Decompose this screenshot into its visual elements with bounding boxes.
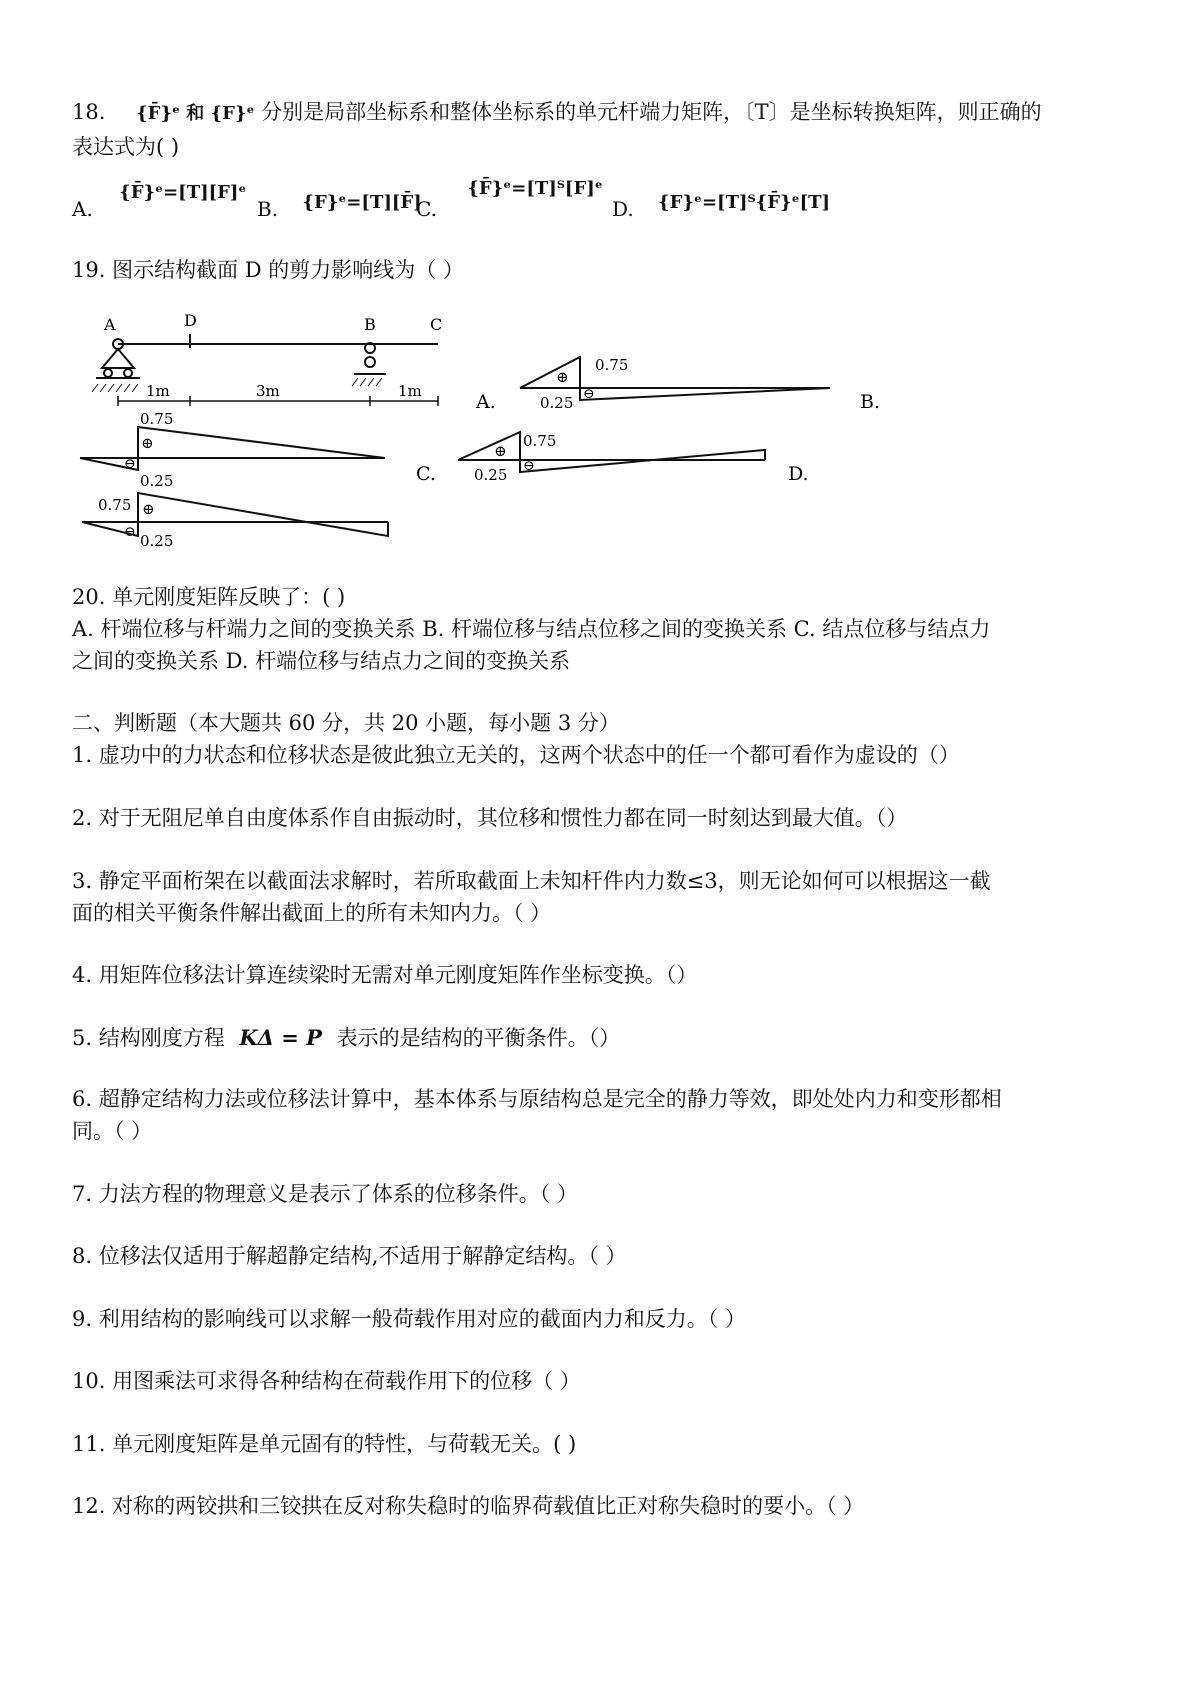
q20-text: 20. 单元刚度矩阵反映了：( ): [72, 585, 346, 609]
q18-line1: [72, 97, 1042, 129]
q19-d-plus-icon: ⊕: [142, 500, 155, 518]
q18-option-b: B. {F}ᵉ=[T][F̄]: [257, 192, 422, 221]
judge-item-9: 9. 利用结构的影响线可以求解一般荷载作用对应的截面内力和反力。（ ）: [72, 1307, 746, 1331]
stiffness-equation: KΔ = P: [239, 1025, 322, 1050]
judge-item-6: 6. 超静定结构力法或位移法计算中，基本体系与原结构总是完全的静力等效，即处处内力和变形都相: [72, 1087, 1002, 1111]
label-length-3: 1m: [398, 382, 422, 400]
q19-a-minus-icon: ⊖: [583, 386, 595, 402]
q19-a-value-bottom: 0.25: [540, 394, 574, 412]
judge-item-8: 8. 位移法仅适用于解超静定结构,不适用于解静定结构。（ ）: [72, 1244, 627, 1268]
q18-number: 18.: [72, 100, 106, 124]
q19-d-minus-icon: ⊖: [124, 524, 136, 540]
q18-option-c: C. {F̄}ᵉ=[T]ᵀ[F]ᵉ: [416, 178, 603, 221]
judge-item-11: 11. 单元刚度矩阵是单元固有的特性，与荷载无关。( ): [72, 1432, 577, 1456]
judge-item-1: 1. 虚功中的力状态和位移状态是彼此独立无关的，这两个状态中的任一个都可看作为虚设的（）: [72, 743, 960, 767]
judge-item-2: 2. 对于无阻尼单自由度体系作自由振动时，其位移和惯性力都在同一时刻达到最大值。（）: [72, 806, 908, 830]
q19-figure: [0, 300, 1191, 550]
q19-d-value-top: 0.75: [98, 496, 132, 514]
support-a-roller-1: [104, 369, 112, 377]
q18-option-d: D. {F}ᵉ=[T]ᵀ{F̄}ᵉ[T]: [612, 192, 831, 221]
q19-option-c-letter: C.: [416, 463, 436, 485]
q19-b-value-bottom: 0.25: [140, 472, 174, 490]
label-b: B: [364, 315, 376, 334]
q20-options-line2: 之间的变换关系 D. 杆端位移与结点力之间的变换关系: [72, 649, 571, 673]
q18-formula: {F̄}ᵉ 和 {F}ᵉ: [136, 103, 255, 124]
judge-item-10: 10. 用图乘法可求得各种结构在荷载作用下的位移（ ）: [72, 1369, 581, 1393]
q19-a-plus-icon: ⊕: [556, 368, 569, 386]
judge-item-3-line2: 面的相关平衡条件解出截面上的所有未知内力。（ ）: [72, 901, 552, 925]
judge-item-4: 4. 用矩阵位移法计算连续梁时无需对单元刚度矩阵作坐标变换。（）: [72, 963, 698, 987]
judge-item-6-line2: 同。（ ）: [72, 1119, 153, 1143]
q19-option-d-letter: D.: [788, 463, 809, 485]
support-b-link: [365, 357, 375, 367]
judge-item-3: 3. 静定平面桁架在以截面法求解时，若所取截面上未知杆件内力数≤3，则无论如何可以根据这一截: [72, 869, 991, 893]
q19-c-minus-icon: ⊖: [523, 458, 535, 474]
label-c: C: [430, 315, 443, 334]
support-a-triangle: [102, 349, 134, 368]
q19-text: 19. 图示结构截面 D 的剪力影响线为（ ）: [72, 258, 464, 282]
q20-options-line1: A. 杆端位移与杆端力之间的变换关系 B. 杆端位移与结点位移之间的变换关系 C. 结点位移与结点力: [72, 617, 991, 641]
label-a: A: [104, 315, 116, 334]
judge-item-12: 12. 对称的两铰拱和三铰拱在反对称失稳时的临界荷载值比正对称失稳时的要小。（ ）: [72, 1494, 865, 1518]
q19-c-plus-icon: ⊕: [494, 442, 507, 460]
q19-b-value-top: 0.75: [140, 410, 174, 428]
label-length-1: 1m: [146, 382, 170, 400]
q18-text-line2: 表达式为( ): [72, 135, 180, 159]
judge-item-5: 5. 结构刚度方程 KΔ = P 表示的是结构的平衡条件。（）: [72, 1025, 621, 1050]
q19-c-value-top: 0.75: [523, 432, 557, 450]
q19-b-minus-icon: ⊖: [124, 456, 136, 472]
label-d: D: [184, 311, 197, 330]
q19-option-b-letter: B.: [860, 391, 881, 413]
support-a-roller-2: [124, 369, 132, 377]
q19-b-plus-icon: ⊕: [141, 434, 154, 452]
label-length-2: 3m: [256, 382, 280, 400]
section-2-title: 二、判断题（本大题共 60 分，共 20 小题，每小题 3 分）: [72, 711, 620, 735]
q19-option-a-letter: A.: [476, 391, 496, 413]
q18-text: 分别是局部坐标系和整体坐标系的单元杆端力矩阵，〔T〕是坐标转换矩阵，则正确的: [261, 100, 1042, 124]
q19-d-value-bottom: 0.25: [140, 532, 174, 550]
judge-item-7: 7. 力法方程的物理意义是表示了体系的位移条件。（ ）: [72, 1182, 578, 1206]
q18-option-a: A. {F̄}ᵉ=[T][F]ᵉ: [72, 182, 247, 221]
q19-a-value-top: 0.75: [595, 356, 629, 374]
q19-c-value-bottom: 0.25: [474, 466, 508, 484]
